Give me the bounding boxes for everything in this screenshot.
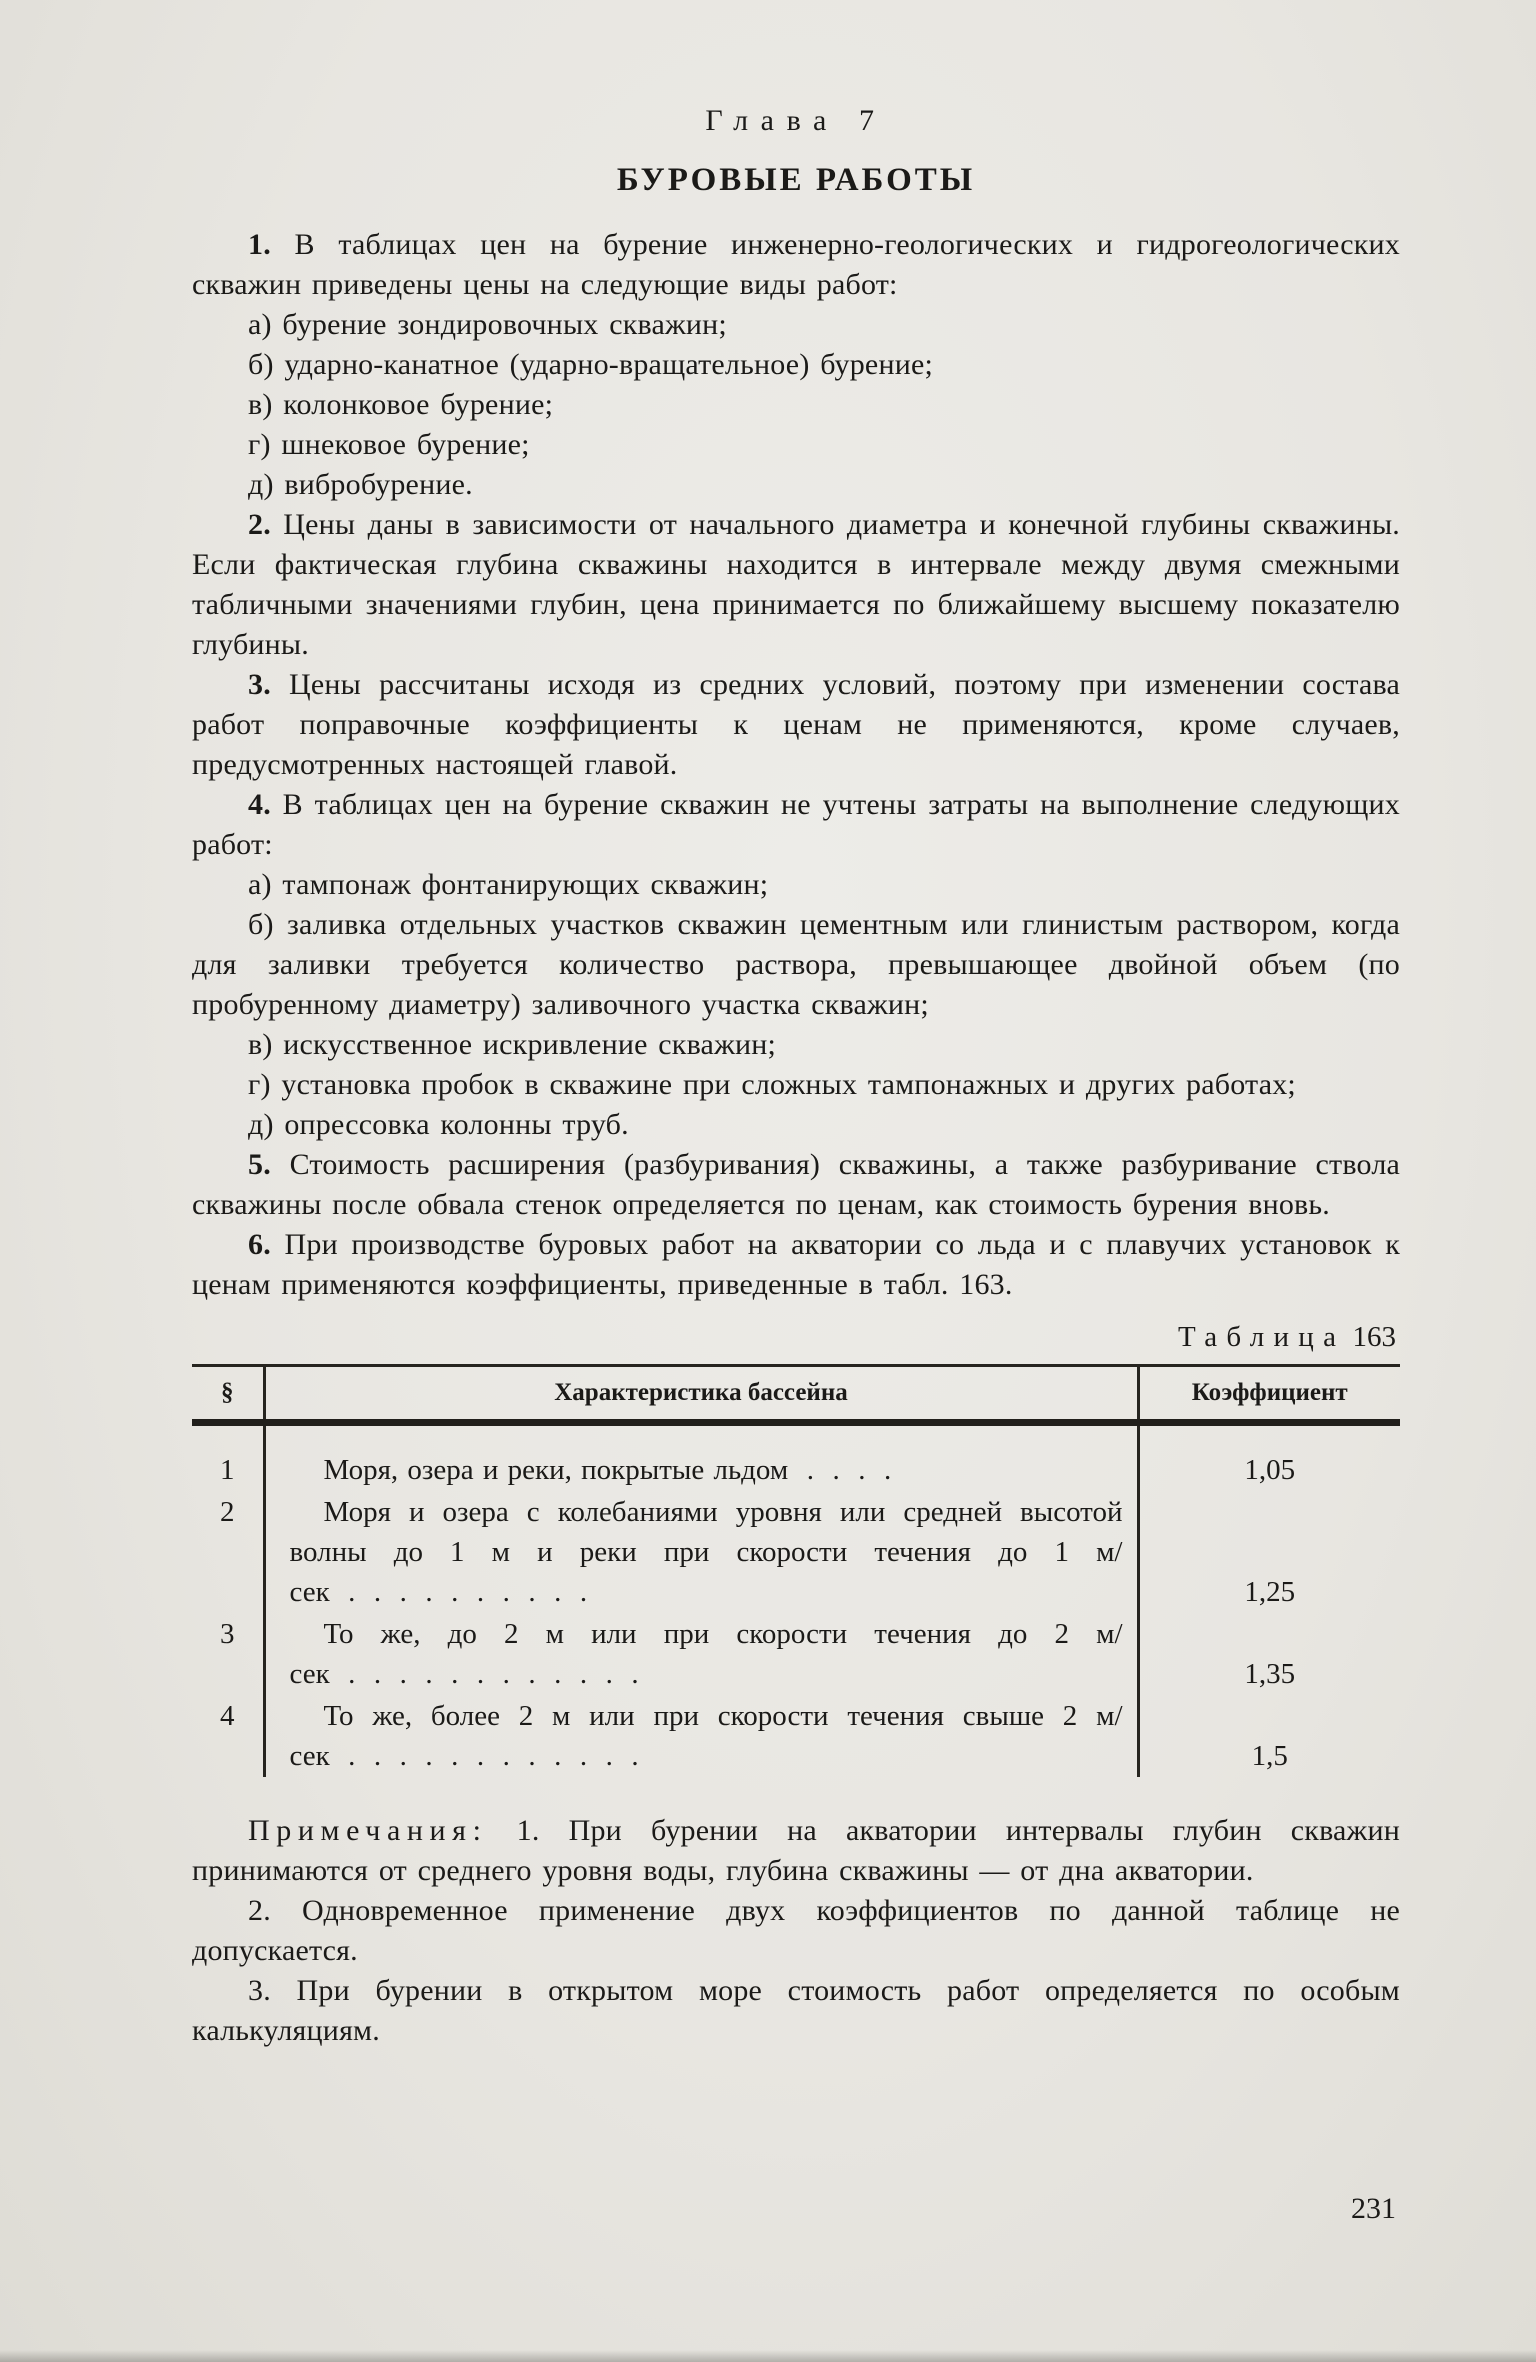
paragraph-number: 2.: [248, 508, 271, 541]
paragraph-text: Стоимость расширения (разбуривания) скважины, а также разбуривание ствола скважины после обвала стенок определяется по ценам, как стоимость бурения вновь.: [192, 1148, 1401, 1221]
paragraph-4: [192, 785, 1400, 865]
note-3: 3. При бурении в открытом море стоимость работ определяется по особым калькуляциям.: [192, 1974, 1400, 2047]
row-description: То же, до 2 м или при скорости течения до 2 м/сек . . . . . . . . . . . .: [264, 1613, 1138, 1695]
list-item-b2: б) заливка отдельных участков скважин цементным или глинистым раствором, когда для заливки требуется количество раствора, превышающее двойной объем (по пробуренному диаметру) заливочного участка скважин;: [192, 908, 1400, 1021]
table-caption: [192, 1321, 1396, 1354]
row-coefficient: 1,05: [1244, 1454, 1296, 1486]
paragraph-number: 3.: [248, 668, 271, 701]
coefficient-table: [192, 1364, 1400, 1777]
note-1: [192, 1811, 1400, 1891]
list-item-a1: а) бурение зондировочных скважин;: [248, 308, 727, 341]
row-description: Моря, озера и реки, покрытые льдом . . . .: [264, 1423, 1138, 1492]
column-header-section: §: [192, 1366, 264, 1423]
text-block: [192, 104, 1400, 2051]
table-row: [192, 1613, 1400, 1695]
row-coefficient: 1,25: [1244, 1576, 1296, 1608]
table-row: [192, 1423, 1400, 1492]
table-header-row: [192, 1366, 1400, 1423]
paragraph-number: 5.: [248, 1148, 271, 1181]
row-number: 1: [192, 1423, 264, 1492]
list-item-v1: в) колонковое бурение;: [248, 388, 554, 421]
column-header-coefficient: Коэффициент: [1138, 1366, 1400, 1423]
table-caption-number: 163: [1352, 1321, 1396, 1353]
paragraph-3: [192, 665, 1400, 785]
paragraph-6: [192, 1225, 1400, 1305]
chapter-heading: Глава 7: [705, 104, 887, 137]
note-2: 2. Одновременное применение двух коэффициентов по данной таблице не допускается.: [192, 1894, 1400, 1967]
table-caption-word: Таблица: [1178, 1321, 1346, 1353]
paragraph-text: В таблицах цен на бурение скважин не учтены затраты на выполнение следующих работ:: [192, 788, 1400, 861]
row-coefficient: 1,5: [1251, 1740, 1288, 1772]
paragraph-number: 4.: [248, 788, 271, 821]
paragraph-number: 1.: [248, 228, 271, 261]
notes-label: Примечания:: [248, 1814, 488, 1847]
table-row: [192, 1491, 1400, 1613]
row-description: Моря и озера с колебаниями уровня или средней высотой волны до 1 м и реки при скорости течения до 1 м/сек . . . . . . . . . .: [264, 1491, 1138, 1613]
scan-edge-shadow: [0, 2350, 1536, 2362]
table-row: [192, 1695, 1400, 1777]
row-description: То же, более 2 м или при скорости течения свыше 2 м/сек . . . . . . . . . . . .: [264, 1695, 1138, 1777]
paragraph-text: Цены рассчитаны исходя из средних условий, поэтому при изменении состава работ поправочные коэффициенты к ценам не применяются, кроме случаев, предусмотренных настоящей главой.: [192, 668, 1400, 781]
list-item-a2: а) тампонаж фонтанирующих скважин;: [248, 868, 769, 901]
column-header-basin: Характеристика бассейна: [264, 1366, 1138, 1423]
page-number: 231: [1351, 2192, 1396, 2225]
note-text: 1. При бурении на акватории интервалы глубин скважин принимаются от среднего уровня воды, глубина скважины — от дна акватории.: [192, 1814, 1400, 1887]
list-item-g2: г) установка пробок в скважине при сложных тампонажных и других работах;: [248, 1068, 1296, 1101]
list-item-d1: д) вибробурение.: [248, 468, 473, 501]
paragraph-2: [192, 505, 1400, 665]
list-item-g1: г) шнековое бурение;: [248, 428, 530, 461]
notes-section: [192, 1811, 1400, 2051]
row-number: 4: [192, 1695, 264, 1777]
paragraph-1: [192, 225, 1400, 305]
page-title: БУРОВЫЕ РАБОТЫ: [616, 162, 976, 198]
row-coefficient: 1,35: [1244, 1658, 1296, 1690]
paragraph-text: Цены даны в зависимости от начального диаметра и конечной глубины скважины. Если фактическая глубина скважины находится в интервале между двумя смежными табличными значениями глубин, цена принимается по ближайшему высшему показателю глубины.: [192, 508, 1401, 661]
list-item-v2: в) искусственное искривление скважин;: [248, 1028, 777, 1061]
paragraph-number: 6.: [248, 1228, 271, 1261]
paragraph-text: При производстве буровых работ на акватории со льда и с плавучих установок к ценам применяются коэффициенты, приведенные в табл. 163.: [192, 1228, 1400, 1301]
paragraph-5: [192, 1145, 1400, 1225]
paragraph-text: В таблицах цен на бурение инженерно-геологических и гидрогеологических скважин приведены цены на следующие виды работ:: [192, 228, 1401, 301]
row-number: 2: [192, 1491, 264, 1613]
list-item-b1: б) ударно-канатное (ударно-вращательное) бурение;: [248, 348, 934, 381]
list-item-d2: д) опрессовка колонны труб.: [248, 1108, 629, 1141]
row-number: 3: [192, 1613, 264, 1695]
